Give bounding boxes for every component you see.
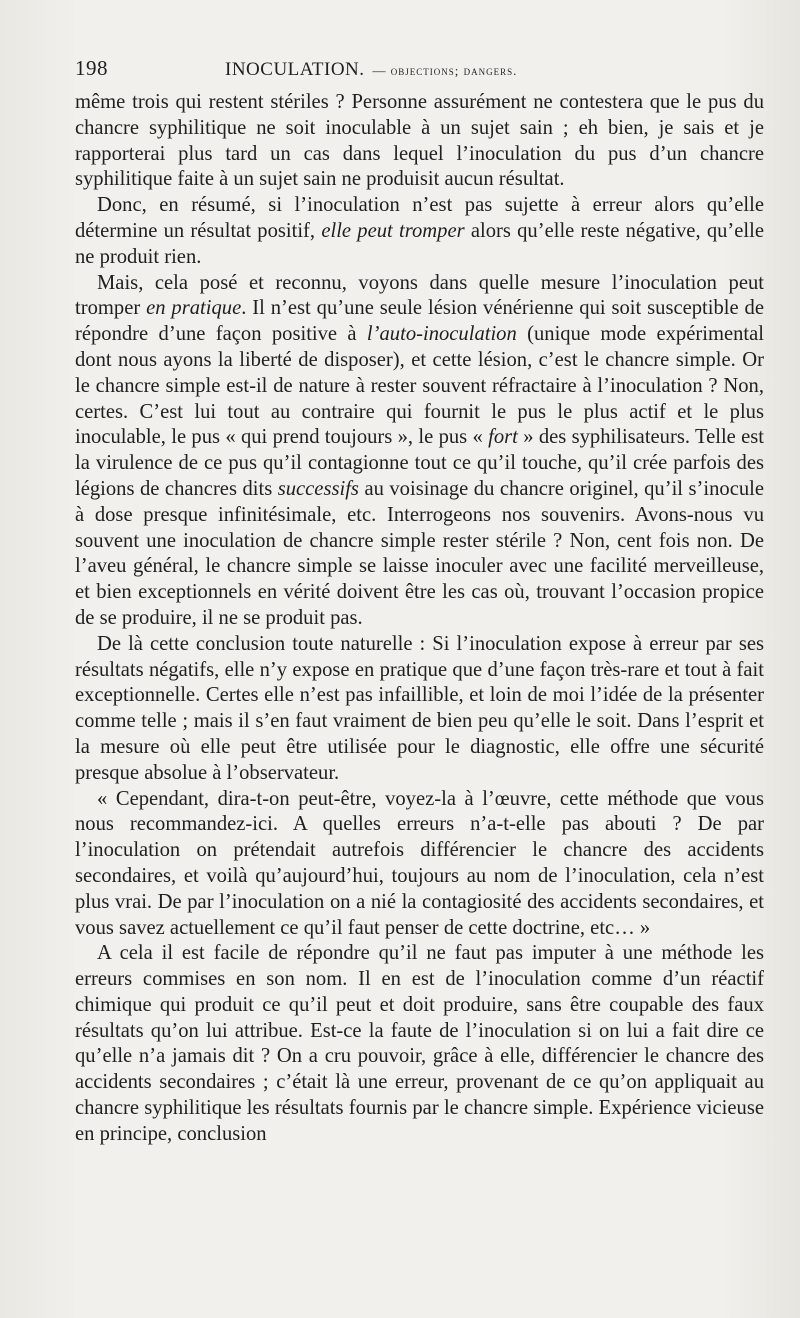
italic-phrase: successifs bbox=[277, 477, 359, 500]
italic-phrase: elle peut tromper bbox=[321, 219, 465, 242]
text-run: Mais, cela posé et reconnu, voyons dans quelle mesure l’inoculation peut tromper bbox=[75, 271, 764, 320]
italic-phrase: en pratique bbox=[146, 297, 242, 320]
running-title: INOCULATION. bbox=[225, 59, 365, 80]
italic-phrase: l’auto-inoculation bbox=[366, 323, 517, 346]
paragraph bbox=[75, 632, 764, 787]
text-run: . Il n’est qu’une seule lésion vénérienne qui soit susceptible de répondre d’une façon positive à bbox=[75, 297, 764, 346]
text-run: « Cependant, dira-t-on peut-être, voyez-la à l’œuvre, cette méthode que vous nous recommandez-ici. A quelles erreurs n’a-t-elle pas abouti ? De par l’inoculation on prétendait autrefois différencier le chancre des accidents secondaires, et voilà qu’aujourd’hui, toujours au nom de l’inoculation, cela n’est plus vrai. De par l’inoculation on a nié la contagiosité des accidents secondaires, et vous savez actuellement ce qu’il faut penser de cette doctrine, etc… » bbox=[75, 787, 764, 939]
text-run: même trois qui restent stériles ? Personne assurément ne contestera que le pus du chancre syphilitique ne soit inoculable à un sujet sain ; eh bien, je sais et je rapporterai plus tard un cas dans lequel l’inoculation du pus d’un chancre syphilitique faite à un sujet sain ne produisit aucun résultat. bbox=[75, 91, 764, 191]
text-run: (unique mode expérimental dont nous ayons la liberté de disposer), et cette lésion, c’est le chancre simple. Or le chancre simple est-il de nature à rester souvent réfractaire à l’inoculation ? Non, certes. C’est lui tout au contraire qui fournit le pus le plus actif et le plus inoculable, le pus « qui prend toujours », le pus « bbox=[75, 323, 764, 449]
page-number: 198 bbox=[75, 56, 108, 80]
paragraph bbox=[75, 787, 764, 942]
text-run: au voisinage du chancre originel, qu’il s’inocule à dose presque infinitésimale, etc. Interrogeons nos souvenirs. Avons-nous vu souvent une inoculation de chancre simple rester stérile ? Non, cent fois non. De l’aveu général, le chancre simple se laisse inoculer avec une facilité merveilleuse, et bien exceptionnels en vérité doivent être les cas où, trouvant l’occasion propice de se produire, il ne se produit pas. bbox=[75, 477, 764, 629]
paragraph bbox=[75, 941, 764, 1147]
italic-phrase: fort bbox=[488, 426, 518, 449]
text-run: alors qu’elle reste négative, qu’elle ne produit rien. bbox=[75, 219, 765, 268]
running-subtitle: — objections; dangers. bbox=[372, 63, 518, 78]
paragraph bbox=[75, 90, 764, 193]
text-run: Donc, en résumé, si l’inoculation n’est pas sujette à erreur alors qu’elle détermine un résultat positif, bbox=[75, 194, 764, 242]
running-header bbox=[75, 56, 764, 90]
text-run: De là cette conclusion toute naturelle : Si l’inoculation expose à erreur par ses résultats négatifs, elle n’y expose en pratique que d’une façon très-rare et tout à fait exceptionnelle. Certes elle n’est pas infaillible, et loin de moi l’idée de la présenter comme telle ; mais il s’en faut vraiment de bien peu qu’elle le soit. Dans l’esprit et la mesure où elle peut être utilisée pour le diagnostic, elle offre une sécurité presque absolue à l’observateur. bbox=[75, 632, 764, 784]
text-run: » des syphilisateurs. Telle est la virulence de ce pus qu’il contagionne tout ce qu’il touche, qu’il crée parfois des légions de chancres dits bbox=[75, 426, 765, 500]
paragraph bbox=[75, 193, 764, 270]
paragraph bbox=[75, 271, 764, 632]
body-text bbox=[75, 90, 764, 1148]
text-run: A cela il est facile de répondre qu’il ne faut pas imputer à une méthode les erreurs commises en son nom. Il en est de l’inoculation comme d’un réactif chimique qui produit ce qu’il peut et doit produire, sans être coupable des faux résultats qu’on lui attribue. Est-ce la faute de l’inoculation si on lui a fait dire ce qu’elle n’a jamais dit ? On a cru pouvoir, grâce à elle, différencier le chancre des accidents secondaires ; c’était là une erreur, provenant de ce qu’on appliquait au chancre syphilitique les résultats fournis par le chancre simple. Expérience vicieuse en principe, conclusion bbox=[75, 942, 764, 1145]
